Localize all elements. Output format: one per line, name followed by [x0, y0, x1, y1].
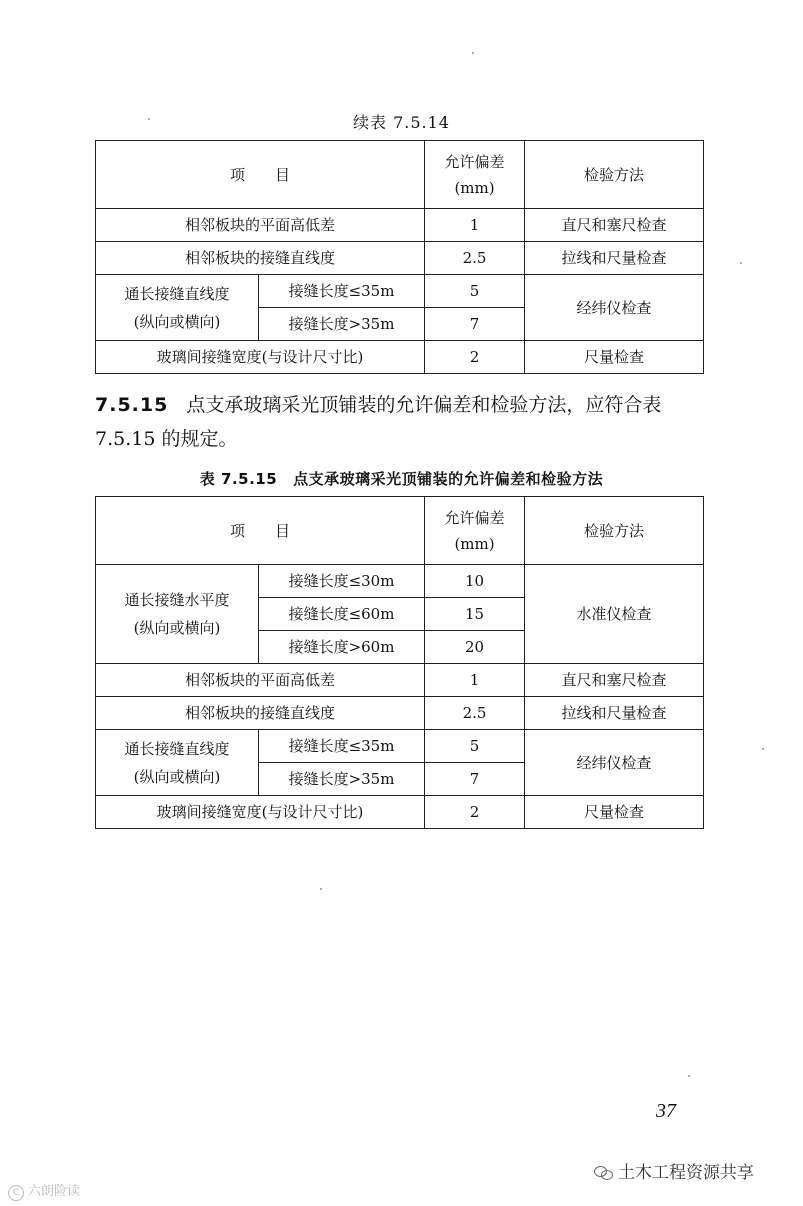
- table2-caption-title: 点支承玻璃采光顶铺装的允许偏差和检验方法: [293, 470, 604, 488]
- table1-g1-s1-tol: 5: [425, 275, 525, 308]
- scan-speck: [740, 262, 742, 264]
- table2-header-item: 项 目: [96, 497, 425, 565]
- table1-header-method: 检验方法: [525, 141, 704, 209]
- table1-r2-method: 拉线和尺量检查: [525, 242, 704, 275]
- table1-header-item: 项 目: [96, 141, 425, 209]
- table2-g1-s1-cond: 接缝长度≤35m: [259, 730, 425, 763]
- table1-g1-s2-tol: 7: [425, 308, 525, 341]
- table2-r2-method: 拉线和尺量检查: [525, 697, 704, 730]
- table2-r2-item: 相邻板块的接缝直线度: [96, 697, 425, 730]
- table-row: [96, 242, 704, 275]
- copyright-icon: C: [8, 1185, 24, 1201]
- table2-g1-s1-tol: 5: [425, 730, 525, 763]
- table2-header-tol: [425, 497, 525, 565]
- table2-header-tol-label: 允许偏差: [444, 508, 505, 527]
- table1-g1-label: [96, 275, 259, 341]
- table2-g0-s2-cond: 接缝长度≤60m: [259, 598, 425, 631]
- table2-r3-tol: 2: [425, 796, 525, 829]
- table2-g0-label1: 通长接缝水平度: [124, 591, 230, 609]
- scan-speck: [762, 748, 764, 750]
- table2-caption-number: 表 7.5.15: [199, 470, 278, 488]
- table1-g1-label2: (纵向或横向): [133, 312, 221, 331]
- table2-header-method: 检验方法: [525, 497, 704, 565]
- scan-speck: [688, 1075, 690, 1077]
- table2-r1-method: 直尺和塞尺检查: [525, 664, 704, 697]
- table1-r3-tol: 2: [425, 341, 525, 374]
- table2-g1-method: 经纬仪检查: [525, 730, 704, 796]
- table1: [95, 140, 704, 374]
- table1-g1-s1-cond: 接缝长度≤35m: [259, 275, 425, 308]
- table2-g0-s1-tol: 10: [425, 565, 525, 598]
- watermark-left: [8, 1180, 80, 1201]
- table-row: [96, 730, 704, 763]
- table2-g0-method: 水准仪检查: [525, 565, 704, 664]
- table-row: [96, 664, 704, 697]
- watermark-right: [594, 1158, 754, 1183]
- table2: [95, 496, 704, 829]
- table2-g1-label: [96, 730, 259, 796]
- table2-header-tol-unit: (mm): [454, 534, 495, 553]
- table2-g1-label2: (纵向或横向): [133, 767, 221, 786]
- table2-g0-label2: (纵向或横向): [133, 619, 221, 637]
- table2-g0-s3-tol: 20: [425, 631, 525, 664]
- table2-g0-s2-tol: 15: [425, 598, 525, 631]
- table1-header-tol: [425, 141, 525, 209]
- table-row: [96, 565, 704, 598]
- table-row: [96, 209, 704, 242]
- table-row: [96, 341, 704, 374]
- clause-number: 7.5.15: [95, 394, 169, 416]
- clause-paragraph: [95, 388, 707, 456]
- table2-r2-tol: 2.5: [425, 697, 525, 730]
- table-row: [96, 275, 704, 308]
- watermark-right-text: 土木工程资源共享: [618, 1163, 754, 1183]
- scan-speck: [320, 888, 322, 890]
- table2-r3-method: 尺量检查: [525, 796, 704, 829]
- table2-r1-item: 相邻板块的平面高低差: [96, 664, 425, 697]
- table2-g0-label: [96, 565, 259, 664]
- table2-caption: [0, 468, 803, 489]
- wechat-icon: [594, 1164, 614, 1180]
- table1-r1-tol: 1: [425, 209, 525, 242]
- table1-r2-tol: 2.5: [425, 242, 525, 275]
- table1-header-tol-label: 允许偏差: [444, 152, 505, 171]
- table1-r1-method: 直尺和塞尺检查: [525, 209, 704, 242]
- table-row: [96, 796, 704, 829]
- table2-g0-s3-cond: 接缝长度>60m: [259, 631, 425, 664]
- table-row: [96, 697, 704, 730]
- table2-r1-tol: 1: [425, 664, 525, 697]
- table1-r1-item: 相邻板块的平面高低差: [96, 209, 425, 242]
- table1-r2-item: 相邻板块的接缝直线度: [96, 242, 425, 275]
- table1-g1-s2-cond: 接缝长度>35m: [259, 308, 425, 341]
- table1-header-tol-unit: (mm): [454, 178, 495, 197]
- table1-g1-method: 经纬仪检查: [525, 275, 704, 341]
- table2-g0-s1-cond: 接缝长度≤30m: [259, 565, 425, 598]
- table1-r3-item: 玻璃间接缝宽度(与设计尺寸比): [96, 341, 425, 374]
- table1-caption: 续表 7.5.14: [353, 113, 450, 132]
- page-number: 37: [656, 1100, 676, 1122]
- table1-g1-label1: 通长接缝直线度: [124, 284, 230, 303]
- table2-g1-s2-tol: 7: [425, 763, 525, 796]
- table1-r3-method: 尺量检查: [525, 341, 704, 374]
- scan-speck: [148, 118, 150, 120]
- table2-g1-label1: 通长接缝直线度: [124, 739, 230, 758]
- table2-g1-s2-cond: 接缝长度>35m: [259, 763, 425, 796]
- watermark-left-text: 六朗险读: [28, 1184, 81, 1199]
- scan-speck: [472, 52, 474, 54]
- clause-text: 点支承玻璃采光顶铺装的允许偏差和检验方法，应符合表 7.5.15 的规定。: [95, 394, 662, 450]
- table2-r3-item: 玻璃间接缝宽度(与设计尺寸比): [96, 796, 425, 829]
